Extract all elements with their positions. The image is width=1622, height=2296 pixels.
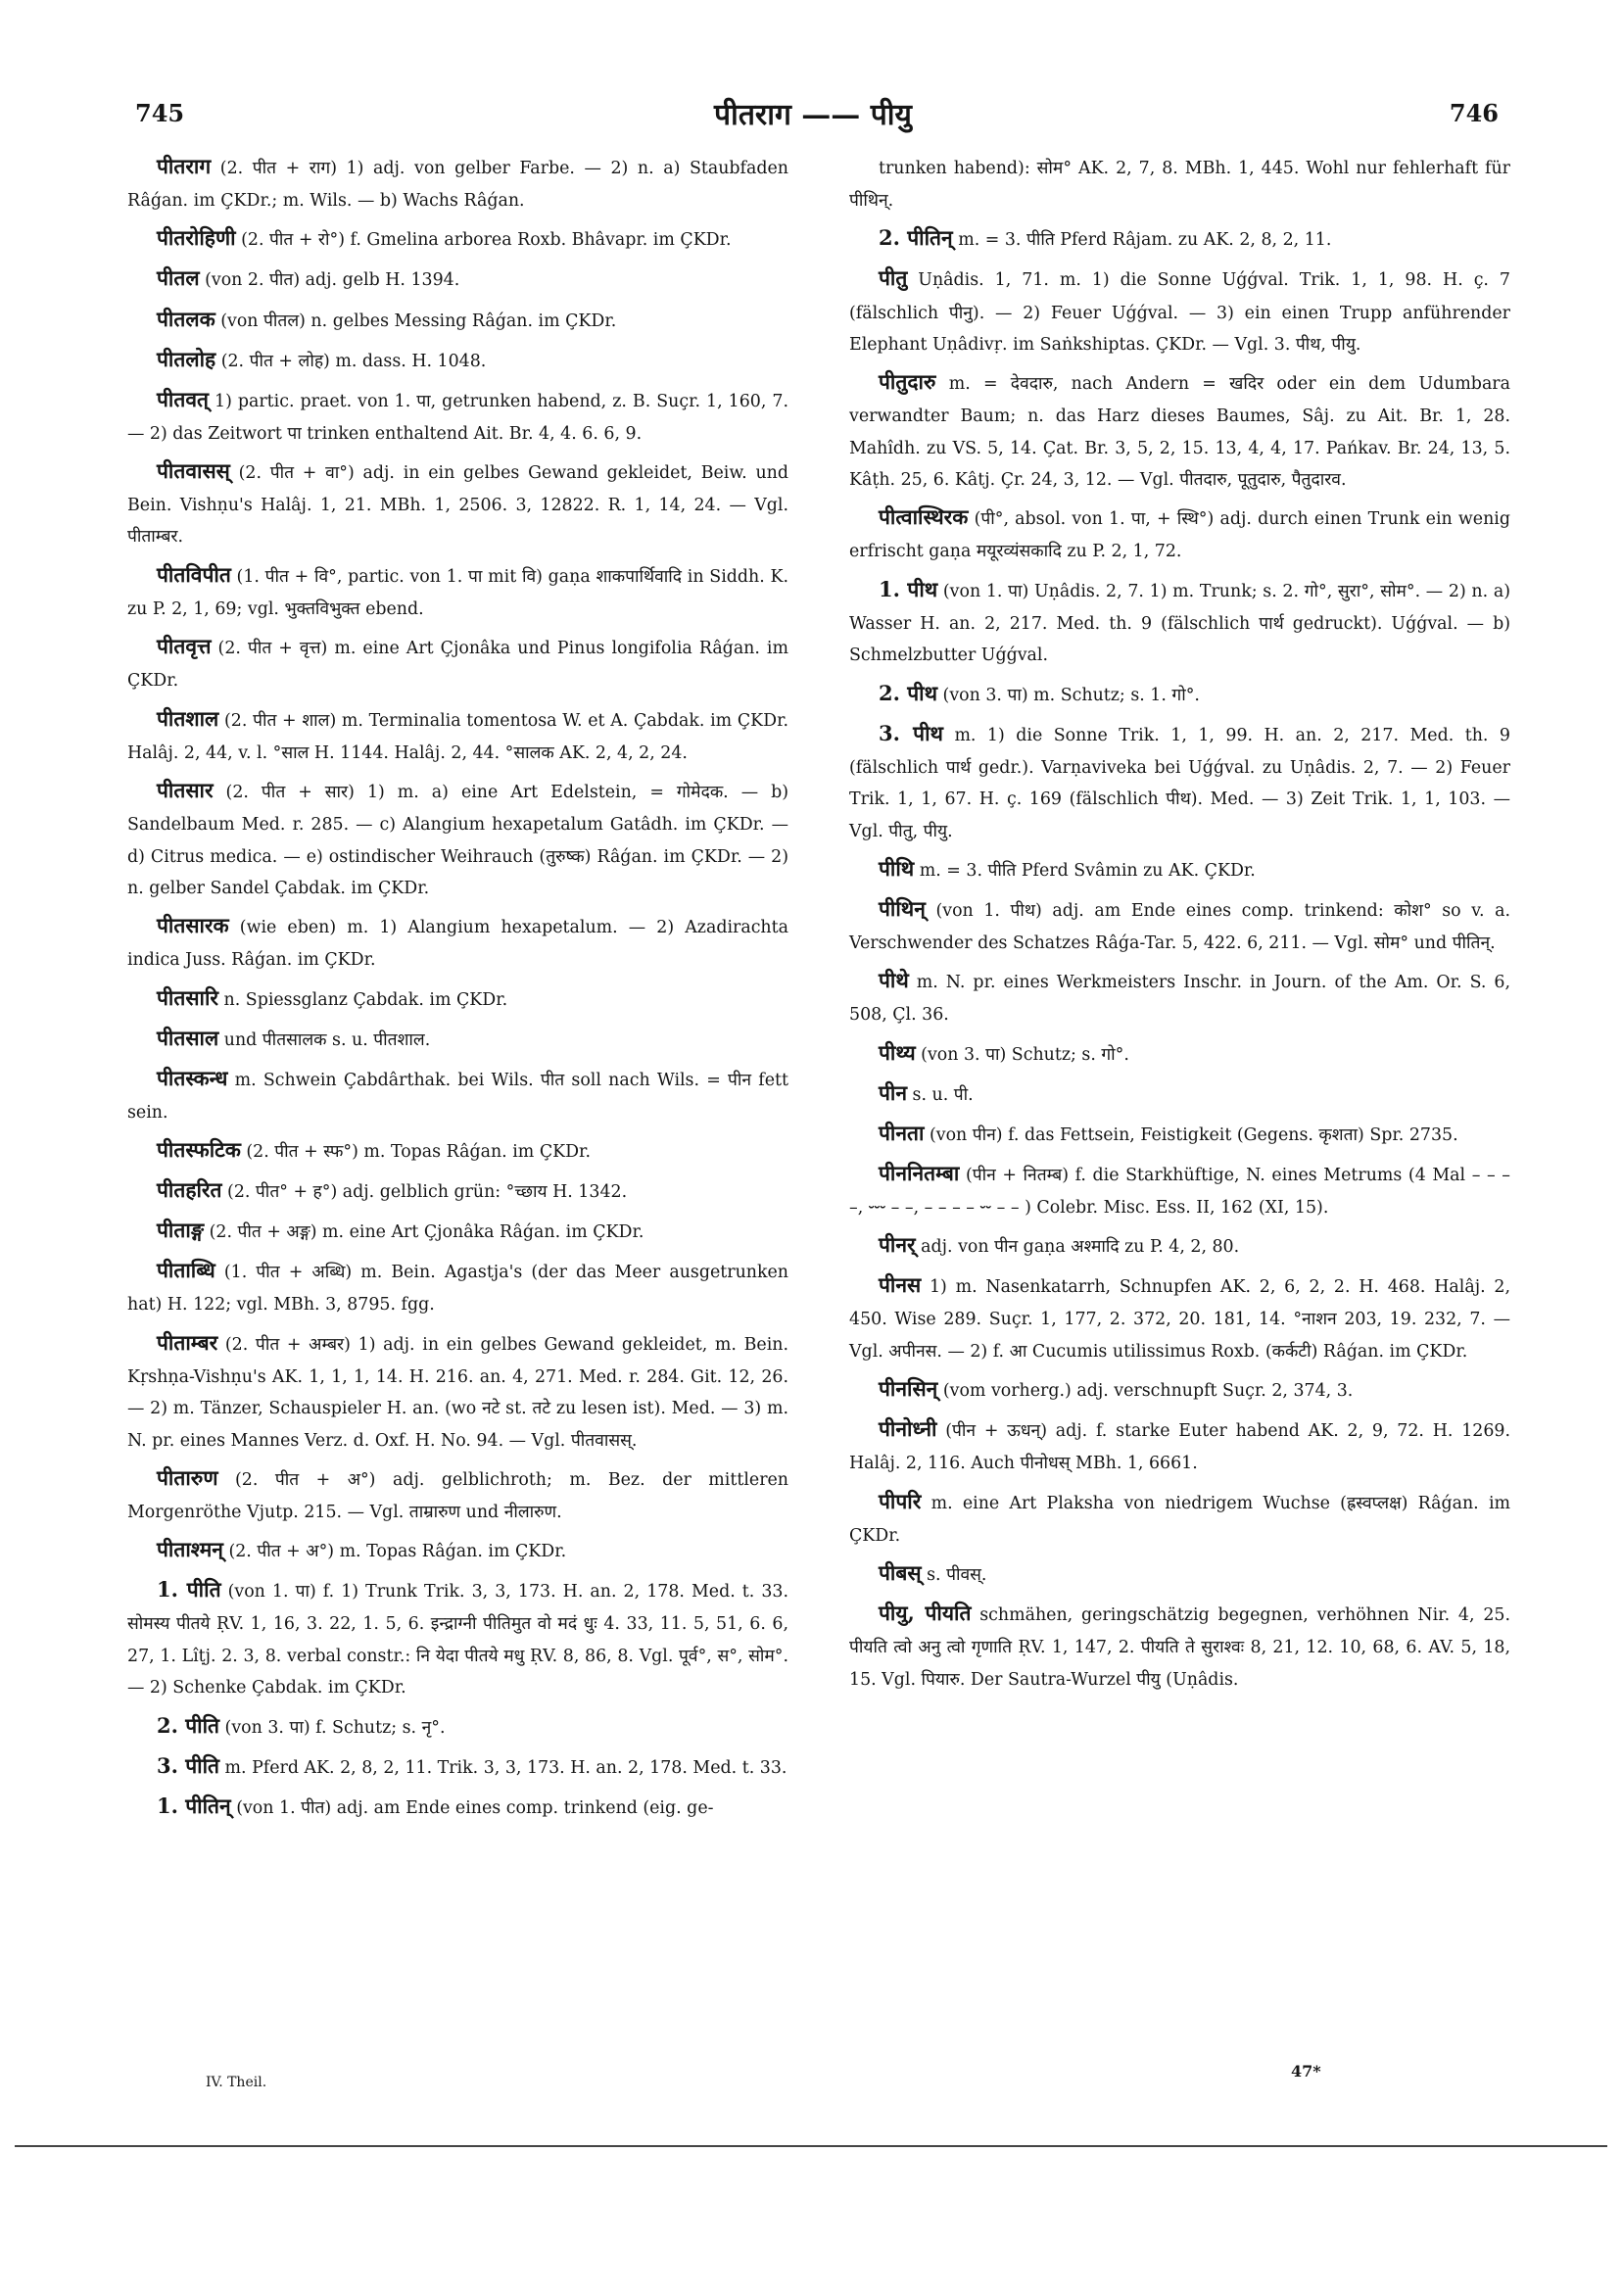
entry-headword: पीतवासस् <box>157 458 230 484</box>
entry-text: s. पीवस्. <box>921 1565 987 1586</box>
entry-headword: पीनर् <box>879 1232 916 1258</box>
volume-signature: IV. Theil. <box>206 2075 267 2090</box>
entry-text: (2. पीत + अ°) adj. gelblichroth; m. Bez. der mittleren Morgenröthe Vjutp. 215. — Vgl. ताम्रारुण und नीलारुण. <box>127 1469 788 1522</box>
entry-headword: पीतवत् <box>157 386 209 411</box>
dictionary-entry <box>127 1530 788 1568</box>
dictionary-entry <box>849 849 1510 887</box>
entry-text: (2. पीत + अङ्ग) m. eine Art Çjonâka Râǵan. im ÇKDr. <box>204 1222 644 1243</box>
right-column <box>849 147 1510 1698</box>
entry-headword: 2. पीति <box>157 1712 220 1738</box>
dictionary-entry <box>849 1266 1510 1367</box>
entry-headword: पीतलक <box>157 306 215 331</box>
sheet-signature: 47* <box>1291 2062 1321 2081</box>
entry-headword: पीतु <box>879 265 908 291</box>
dictionary-entry <box>127 979 788 1017</box>
left-column <box>127 147 788 1827</box>
entry-text: m. = 3. पीति Pferd Svâmin zu AK. ÇKDr. <box>914 860 1256 881</box>
entry-text: (1. पीत + अब्धि) m. Bein. Agastja's (der das Meer ausgetrunken hat) H. 122; vgl. MBh. 3, 8795. fgg. <box>127 1263 788 1315</box>
bottom-rule <box>15 2145 1607 2147</box>
entry-text: (von 3. पा) m. Schutz; s. 1. गो°. <box>937 685 1200 705</box>
dictionary-entry <box>127 1746 788 1785</box>
entry-text: (von 3. पा) f. Schutz; s. नृ°. <box>219 1717 446 1738</box>
entry-headword: पीतसारि <box>157 984 218 1010</box>
dictionary-entry <box>127 380 788 450</box>
entry-headword: पीपरि <box>879 1488 922 1513</box>
dictionary-entry <box>849 498 1510 567</box>
dictionary-entry <box>849 889 1510 959</box>
entry-text: (1. पीत + वि°, partic. von 1. पा mit वि) gaṇa शाकपार्थिवादि in Siddh. K. zu P. 2, 1, 69; vgl. भुक्तविभुक्त ebend. <box>127 566 788 619</box>
entry-text: (vom vorherg.) adj. verschnupft Suçr. 2, 374, 3. <box>937 1381 1354 1402</box>
dictionary-entry <box>127 771 788 904</box>
dictionary-entry <box>849 961 1510 1030</box>
dictionary-entry <box>849 1482 1510 1552</box>
dictionary-entry <box>849 218 1510 257</box>
entry-text: 1) m. Nasenkatarrh, Schnupfen AK. 2, 6, 2, 2. H. 468. Halâj. 2, 450. Wise 289. Suçr. 1, 177, 2. 372, 20. 181, 14. °नाशन 203, 19. 232, 7. — Vgl. अपीनस. — 2) f. आ Cucumis utilissimus Roxb. (कर्कटी) Râǵan. im ÇKDr. <box>849 1277 1510 1362</box>
dictionary-entry <box>127 627 788 696</box>
entry-text: adj. von पीन gaṇa अश्मादि zu P. 4, 2, 80. <box>915 1237 1240 1258</box>
entry-text: m. 1) die Sonne Trik. 1, 1, 99. H. an. 2, 217. Med. th. 9 (fälschlich पार्थ gedr.). Varṇaviveka bei Uǵǵval. zu Uṇâdis. 2, 7. — 2) Feuer Trik. 1, 1, 67. H. ç. 169 (fälschlich पीथ). Med. — 3) Zeit Trik. 1, 1, 103. — Vgl. पीतु, पीयु. <box>849 725 1510 841</box>
entry-text: (पी°, absol. von 1. पा, + स्थि°) adj. durch einen Trunk ein wenig erfrischt gaṇa मयूरव्यंसकादि zu P. 2, 1, 72. <box>849 509 1510 562</box>
entry-text: (wie eben) m. 1) Alangium hexapetalum. — 2) Azadirachta indica Juss. Râǵan. im ÇKDr. <box>127 918 788 971</box>
entry-headword: 2. पीथ <box>879 680 938 705</box>
entry-headword: पीनता <box>879 1120 925 1145</box>
dictionary-entry <box>849 362 1510 496</box>
dictionary-entry <box>127 906 788 976</box>
entry-headword: पीतसारक <box>157 913 229 938</box>
entry-headword: पीतस्कन्ध <box>157 1065 228 1090</box>
entry-text: Uṇâdis. 1, 71. m. 1) die Sonne Uǵǵval. Trik. 1, 1, 98. H. ç. 7 (fälschlich पीनु). — 2) Feuer Uǵǵval. — 3) ein einen Trupp anführender Elephant Uṇâdivṛ. im Saṅkshiptas. ÇKDr. — Vgl. 3. पीथ, पीयु. <box>849 270 1510 355</box>
entry-headword: पीताम्बर <box>157 1329 218 1355</box>
entry-headword: पीथ्य <box>879 1039 916 1065</box>
entry-text: (2. पीत + शाल) m. Terminalia tomentosa W. et A. Çabdak. im ÇKDr. Halâj. 2, 44, v. l. °साल H. 1144. Halâj. 2, 44. °सालक AK. 2, 4, 2, 24. <box>127 710 788 763</box>
dictionary-entry <box>849 147 1510 216</box>
entry-text: (2. पीत + स्फ°) m. Topas Râǵan. im ÇKDr. <box>240 1142 591 1163</box>
dictionary-entry <box>849 674 1510 712</box>
entry-headword: पीतलोह <box>157 346 216 371</box>
entry-headword: पीबस् <box>879 1560 922 1586</box>
dictionary-entry <box>127 452 788 553</box>
entry-text: (2. पीत + राग) 1) adj. von gelber Farbe. — 2) n. a) Staubfaden Râǵan. im ÇKDr.; m. Wils. — b) Wachs Râǵan. <box>127 159 788 212</box>
entry-text: m. = 3. पीति Pferd Râjam. zu AK. 2, 8, 2, 11. <box>952 230 1332 251</box>
dictionary-entry <box>127 555 788 625</box>
entry-text: schmähen, geringschätzig begegnen, verhöhnen Nir. 4, 25. पीयति त्वो अनु त्वो गृणाति ṚV. 1, 147, 2. पीयति ते सुराश्वः 8, 21, 12. 10, 68, 6. AV. 5, 18, 15. Vgl. पियारु. Der Sautra-Wurzel पीयु (Uṇâdis. <box>849 1605 1510 1690</box>
entry-headword: पीथिन् <box>879 895 926 921</box>
entry-headword: पीतरोहिणी <box>157 225 236 251</box>
dictionary-entry <box>127 1570 788 1703</box>
entry-text: (पीन + ऊधन्) adj. f. starke Euter habend AK. 2, 9, 72. H. 1269. Halâj. 2, 116. Auch पीनोधस् MBh. 1, 6661. <box>849 1421 1510 1474</box>
dictionary-entry <box>127 1019 788 1057</box>
entry-text: (von पीतल) n. gelbes Messing Râǵan. im ÇKDr. <box>215 311 617 331</box>
entry-text: s. u. पी. <box>907 1084 974 1105</box>
entry-text: trunken habend): सोम° AK. 2, 7, 8. MBh. 1, 445. Wohl nur fehlerhaft für पीथिन्. <box>849 159 1510 212</box>
dictionary-entry <box>127 1706 788 1745</box>
dictionary-entry <box>127 1211 788 1249</box>
dictionary-entry <box>849 1554 1510 1592</box>
dictionary-entry <box>849 1410 1510 1479</box>
entry-text: m. eine Art Plaksha von niedrigem Wuchse (ह्रस्वप्लक्ष) Râǵan. im ÇKDr. <box>849 1493 1510 1546</box>
page-header <box>127 93 1499 138</box>
dictionary-entry <box>127 1459 788 1528</box>
dictionary-entry <box>127 1059 788 1128</box>
entry-headword: पीताङ्ग <box>157 1218 205 1243</box>
entry-text: (2. पीत + अ°) m. Topas Râǵan. im ÇKDr. <box>222 1542 567 1562</box>
entry-text: (2. पीत + रो°) f. Gmelina arborea Roxb. Bhâvapr. im ÇKDr. <box>235 230 732 251</box>
entry-text: m. = देवदारु, nach Andern = खदिर oder ein dem Udumbara verwandter Baum; n. das Harz dieses Baumes, Sâj. zu Ait. Br. 1, 28. Mahîdh. zu VS. 5, 14. Çat. Br. 3, 5, 2, 15. 13, 4, 4, 17. Pańkav. Br. 24, 13, 5. Kâṭh. 25, 6. Kâtj. Çr. 24, 3, 12. — Vgl. पीतदारु, पूतुदारु, पैतुदारव. <box>849 374 1510 491</box>
dictionary-entry <box>127 1251 788 1320</box>
dictionary-entry <box>127 1130 788 1169</box>
entry-headword: पीतल <box>157 265 200 291</box>
dictionary-entry <box>127 1171 788 1209</box>
entry-text: (पीन + नितम्ब) f. die Starkhüftige, N. eines Metrums (4 Mal – – – –, ⏑⏑⏑ – –, – – – – ⏑⏑ – – ) Colebr. Misc. Ess. II, 162 (XI, 15). <box>849 1165 1510 1218</box>
entry-headword: पीनसिन् <box>879 1376 938 1402</box>
dictionary-entry <box>127 340 788 378</box>
dictionary-entry <box>127 1787 788 1825</box>
dictionary-entry <box>849 1033 1510 1072</box>
entry-headword: पीन <box>879 1079 908 1105</box>
entry-headword: पीतशाल <box>157 705 219 731</box>
entry-headword: पीताश्मन् <box>157 1537 223 1562</box>
entry-text: (von 1. पीथ) adj. am Ende eines comp. trinkend: कोश° so v. a. Verschwender des Schatzes Râǵa-Tar. 5, 422. 6, 211. — Vgl. सोम° und पीतिन्. <box>849 900 1510 953</box>
entry-text: 1) partic. praet. von 1. पा, getrunken habend, z. B. Suçr. 1, 160, 7. — 2) das Zeitwort पा trinken enthaltend Ait. Br. 4, 4. 6. 6, 9. <box>127 391 788 444</box>
entry-headword: पीतारुण <box>157 1464 218 1490</box>
entry-headword: 3. पीति <box>157 1752 220 1778</box>
dictionary-entry <box>849 1114 1510 1152</box>
entry-text: n. Spiessglanz Çabdak. im ÇKDr. <box>218 989 508 1010</box>
entry-headword: पीतसाल <box>157 1025 219 1050</box>
dictionary-entry <box>849 570 1510 672</box>
entry-headword: पीतराग <box>157 154 212 178</box>
entry-text: m. Schwein Çabdârthak. bei Wils. पीत soll nach Wils. = पीन fett sein. <box>127 1070 788 1123</box>
dictionary-entry <box>849 1594 1510 1696</box>
entry-text: und पीतसालक s. u. पीतशाल. <box>218 1029 431 1050</box>
dictionary-entry <box>849 1225 1510 1264</box>
entry-text: (2. पीत + वृत्त) m. eine Art Çjonâka und Pinus longifolia Râǵan. im ÇKDr. <box>127 639 788 692</box>
dictionary-entry <box>849 1074 1510 1112</box>
dictionary-entry <box>127 300 788 338</box>
entry-text: (2. पीत° + ह°) adj. gelblich grün: °च्छाय H. 1342. <box>221 1182 628 1203</box>
page-number-right: 746 <box>1449 99 1499 127</box>
entry-text: (2. पीत + वा°) adj. in ein gelbes Gewand gekleidet, Beiw. und Bein. Vishṇu's Halâj. 1, 21. MBh. 1, 2506. 3, 12822. R. 1, 14, 24. — Vgl. पीताम्बर. <box>127 463 788 548</box>
entry-text: (von 2. पीत) adj. gelb H. 1394. <box>199 270 460 291</box>
entry-headword: 1. पीतिन् <box>157 1793 231 1818</box>
dictionary-entry <box>127 1323 788 1457</box>
entry-headword: पीतहरित <box>157 1177 222 1203</box>
entry-text: (von 1. पीत) adj. am Ende eines comp. trinkend (eig. ge- <box>230 1797 714 1818</box>
entry-headword: पीननितम्बा <box>879 1160 960 1185</box>
entry-headword: पीनस <box>879 1272 922 1298</box>
dictionary-entry <box>849 259 1510 360</box>
entry-headword: पीतुदारु <box>879 369 936 395</box>
entry-headword: पीतसार <box>157 778 214 803</box>
entry-headword: पीतस्फटिक <box>157 1137 241 1163</box>
page-number-left: 745 <box>135 99 185 127</box>
entry-text: (von 1. पा) f. 1) Trunk Trik. 3, 3, 173. H. an. 2, 178. Med. t. 33. सोमस्य पीतये ṚV. 1, 16, 3. 22, 1. 5, 6. इन्द्राग्नी पीतिमुत वो मदं धुः 4. 33, 11. 5, 51, 6. 6, 27, 1. Lîṭj. 2. 3, 8. verbal constr.: नि येदा पीतये मधु ṚV. 8, 86, 8. Vgl. पूर्व°, स°, सोम°. — 2) Schenke Çabdak. im ÇKDr. <box>127 1582 789 1698</box>
entry-headword: पीत्वास्थिरक <box>879 504 969 530</box>
dictionary-entry <box>849 714 1510 847</box>
entry-headword: पीतवृत्त <box>157 634 212 659</box>
entry-text: m. N. pr. eines Werkmeisters Inschr. in Journ. of the Am. Or. S. 6, 508, Çl. 36. <box>849 973 1510 1026</box>
entry-headword: पीथि <box>879 855 915 881</box>
entry-headword: पीताब्धि <box>157 1258 215 1283</box>
entry-text: (von पीन) f. das Fettsein, Feistigkeit (Gegens. कृशता) Spr. 2735. <box>924 1124 1458 1145</box>
entry-text: (2. पीत + लोह) m. dass. H. 1048. <box>215 351 487 371</box>
entry-headword: पीयु, पीयति <box>879 1601 972 1626</box>
entry-text: (2. पीत + सार) 1) m. a) eine Art Edelstein, = गोमेदक. — b) Sandelbaum Med. r. 285. — c) Alangium hexapetalum Gatâdh. im ÇKDr. — d) Citrus medica. — e) ostindischer Weihrauch (तुरुष्क) Râǵan. im ÇKDr. — 2) n. gelber Sandel Çabdak. im ÇKDr. <box>127 783 788 898</box>
entry-text: m. Pferd AK. 2, 8, 2, 11. Trik. 3, 3, 173. H. an. 2, 178. Med. t. 33. <box>219 1757 787 1778</box>
entry-headword: 1. पीथ <box>879 576 938 601</box>
dictionary-entry <box>127 259 788 297</box>
entry-text: (2. पीत + अम्बर) 1) adj. in ein gelbes Gewand gekleidet, m. Bein. Kṛshṇa-Vishṇu's AK. 1, 1, 1, 14. H. 216. an. 4, 271. Med. r. 284. Git. 12, 26. — 2) m. Tänzer, Schauspieler H. an. (wo नटे st. तटे zu lesen ist). Med. — 3) m. N. pr. eines Mannes Verz. d. Oxf. H. No. 94. — Vgl. पीतवासस्. <box>127 1334 788 1451</box>
dictionary-entry <box>849 1369 1510 1408</box>
entry-headword: पीथे <box>879 968 909 993</box>
running-title: पीतराग —— पीयु <box>714 98 912 132</box>
entry-headword: पीनोध्नी <box>879 1416 937 1442</box>
dictionary-entry <box>127 147 788 216</box>
entry-headword: 2. पीतिन् <box>879 225 953 251</box>
entry-headword: 1. पीति <box>157 1577 221 1602</box>
entry-text: (von 1. पा) Uṇâdis. 2, 7. 1) m. Trunk; s. 2. गो°, सुरा°, सोम°. — 2) n. a) Wasser H. an. 2, 217. Med. th. 9 (fälschlich पार्थ gedruckt). Uǵǵval. — b) Schmelzbutter Uǵǵval. <box>849 581 1510 666</box>
dictionary-entry <box>849 1154 1510 1223</box>
dictionary-entry <box>127 218 788 257</box>
entry-headword: 3. पीथ <box>879 720 943 745</box>
entry-text: (von 3. पा) Schutz; s. गो°. <box>915 1044 1129 1065</box>
dictionary-entry <box>127 699 788 769</box>
entry-headword: पीतविपीत <box>157 561 231 587</box>
